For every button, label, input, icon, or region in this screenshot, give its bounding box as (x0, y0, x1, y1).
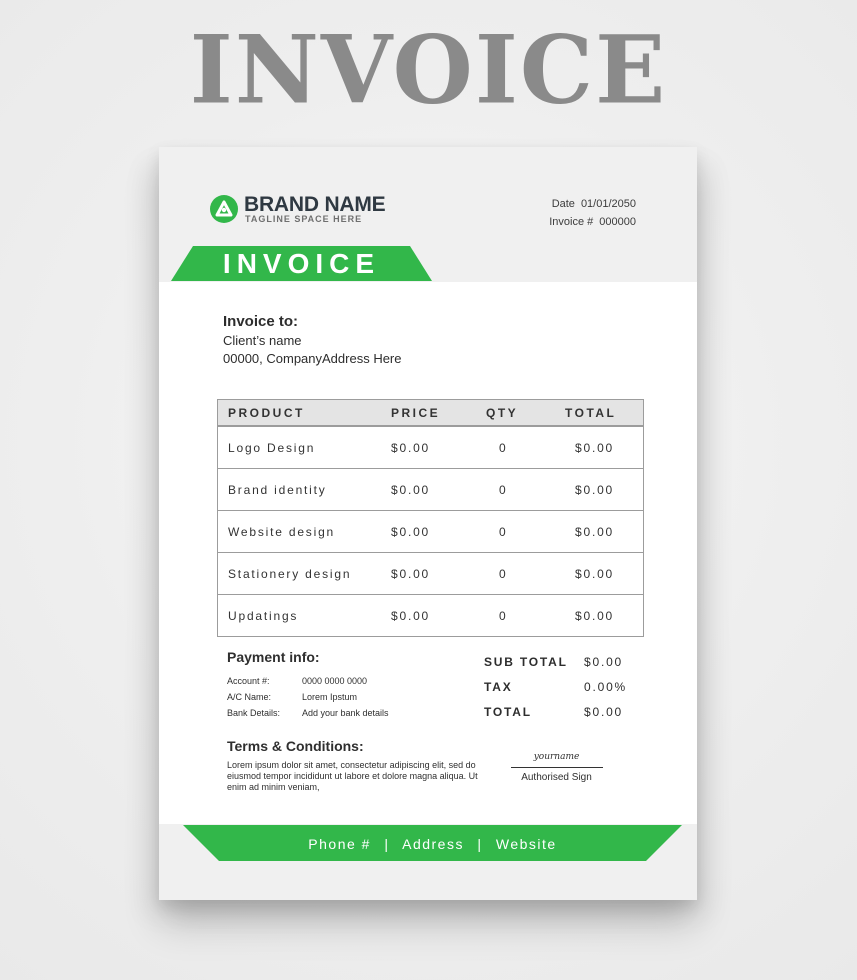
invoice-to-title: Invoice to: (223, 313, 299, 330)
total-cell: $0.00 (575, 608, 615, 623)
total-label: TOTAL (484, 704, 532, 719)
qty-cell: 0 (499, 440, 508, 455)
product-cell: Logo Design (228, 440, 316, 455)
brand-tagline: TAGLINE SPACE HERE (245, 214, 363, 224)
footer-address: Address (402, 836, 464, 852)
signature-block (509, 752, 604, 783)
payment-row (227, 689, 389, 705)
product-cell: Stationery design (228, 566, 352, 581)
price-cell: $0.00 (391, 524, 431, 539)
invoice-sheet (159, 147, 697, 900)
payment-row (227, 673, 389, 689)
subtotal-label: SUB TOTAL (484, 654, 568, 669)
payment-value: Lorem Ipstum (302, 692, 358, 702)
payment-info (227, 649, 389, 721)
subtotal-value: $0.00 (584, 654, 624, 669)
footer-contact-line (183, 825, 682, 861)
footer-bar (183, 825, 682, 861)
table-row (218, 510, 643, 552)
header-total: TOTAL (565, 405, 617, 420)
invoice-to-block (223, 312, 402, 368)
price-cell: $0.00 (391, 608, 431, 623)
footer-phone: Phone # (308, 836, 371, 852)
signature-line (511, 767, 603, 768)
hero-title: INVOICE (189, 14, 668, 126)
table-header-row (218, 400, 643, 426)
product-cell: Website design (228, 524, 336, 539)
product-cell: Brand identity (228, 482, 327, 497)
client-name: Client’s name (223, 333, 302, 348)
payment-value: Add your bank details (302, 708, 389, 718)
price-cell: $0.00 (391, 482, 431, 497)
header-qty: QTY (486, 405, 519, 420)
footer-separator: | (477, 836, 483, 852)
invoice-number-line (549, 213, 636, 231)
invoice-banner-text: INVOICE (222, 248, 381, 279)
product-cell: Updatings (228, 608, 299, 623)
payment-label: Account #: (227, 676, 270, 686)
signature-label: Authorised Sign (521, 772, 592, 783)
total-cell: $0.00 (575, 440, 615, 455)
tax-value: 0.00% (584, 679, 628, 694)
totals-block (484, 649, 644, 724)
client-address: 00000, CompanyAddress Here (223, 351, 402, 366)
header-price: PRICE (391, 405, 441, 420)
payment-title: Payment info: (227, 649, 320, 665)
date-line (549, 195, 636, 213)
table-row (218, 594, 643, 636)
tax-row (484, 674, 644, 699)
table-row (218, 552, 643, 594)
total-cell: $0.00 (575, 566, 615, 581)
invoice-meta (549, 195, 636, 231)
header-product: PRODUCT (228, 405, 305, 420)
qty-cell: 0 (499, 482, 508, 497)
payment-label: A/C Name: (227, 692, 272, 702)
invoice-number-value: 000000 (599, 216, 636, 228)
payment-value: 0000 0000 0000 (302, 676, 368, 686)
table-row (218, 468, 643, 510)
total-cell: $0.00 (575, 482, 615, 497)
total-value: $0.00 (584, 704, 624, 719)
terms-title: Terms & Conditions: (227, 738, 364, 754)
brand-name: BRAND NAME (244, 193, 386, 216)
total-row (484, 699, 644, 724)
qty-cell: 0 (499, 566, 508, 581)
terms-block (227, 738, 482, 793)
qty-cell: 0 (499, 608, 508, 623)
terms-body: Lorem ipsum dolor sit amet, consectetur adipiscing elit, sed do eiusmod tempor incididunt ut labore et dolore magna aliqua. Ut enim ad minim veniam, (227, 760, 478, 792)
qty-cell: 0 (499, 524, 508, 539)
invoice-number-label: Invoice # (549, 216, 594, 228)
tax-label: TAX (484, 679, 513, 694)
footer-website: Website (495, 836, 557, 852)
date-label: Date (551, 198, 575, 210)
table-row (218, 426, 643, 468)
total-cell: $0.00 (575, 524, 615, 539)
footer-separator: | (384, 836, 390, 852)
triangle-in-circle-icon (209, 194, 239, 224)
invoice-banner (171, 246, 432, 281)
price-cell: $0.00 (391, 566, 431, 581)
date-value: 01/01/2050 (580, 198, 636, 210)
payment-label: Bank Details: (227, 708, 281, 718)
signature-script: yourname (533, 752, 580, 762)
invoice-table (217, 399, 644, 637)
price-cell: $0.00 (391, 440, 431, 455)
payment-row (227, 705, 389, 721)
subtotal-row (484, 649, 644, 674)
